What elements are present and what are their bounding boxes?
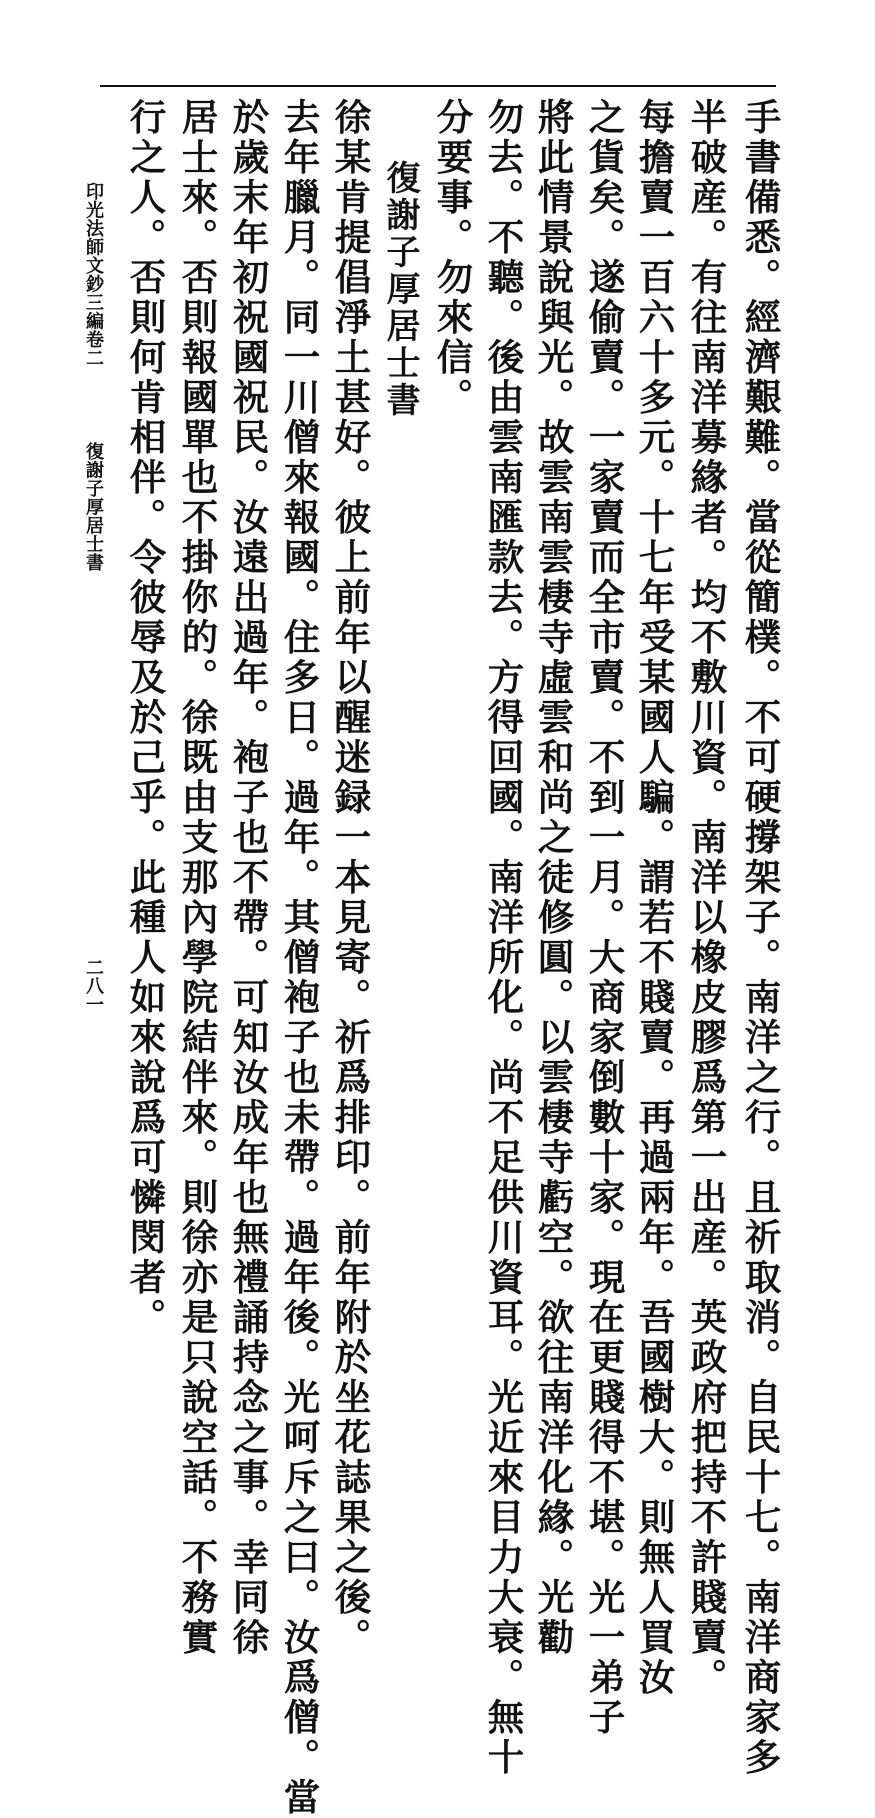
text-column-1: 手書備悉。經濟艱難。當從簡樸。不可硬撐架子。南洋之行。且祈取消。自民十七。南洋商家多 (739, 98, 782, 1778)
text-column-10: 於歲末年初祝國祝民。汝遠出過年。袍子也不帶。可知汝成年也無禮誦持念之事。幸同徐 (227, 98, 270, 1658)
page-number: 二八一 (83, 958, 104, 1014)
margin-book-title: 印光法師文鈔三編卷二 (83, 182, 104, 367)
text-column-3: 每擔賣一百六十多元。十七年受某國人騙。謂若不賤賣。再過兩年。吾國樹大。則無人買汝 (633, 98, 676, 1698)
text-column-6: 勿去。不聽。後由雲南匯款去。方得回國。南洋所化。尚不足供川資耳。光近來目力大衰。無十 (482, 98, 525, 1778)
margin-section-title: 復謝子厚居士書 (83, 442, 104, 572)
letter-title: 復謝子厚居士書 (380, 160, 420, 419)
page-frame-line (100, 85, 776, 87)
text-column-4: 之貨矣。遂偷賣。一家賣而全市賣。不到一月。大商家倒數十家。現在更賤得不堪。光一弟子 (583, 98, 626, 1738)
text-column-12: 行之人。否則何肯相伴。令彼辱及於己乎。此種人如來說爲可憐閔者。 (124, 98, 167, 1338)
text-column-11: 居士來。否則報國單也不掛你的。徐既由支那內學院結伴來。則徐亦是只說空話。不務實 (176, 98, 219, 1658)
text-column-2: 半破産。有往南洋募緣者。均不敷川資。南洋以橡皮膠爲第一出産。英政府把持不許賤賣。 (685, 98, 728, 1698)
text-column-9: 去年臘月。同一川僧來報國。住多日。過年。其僧袍子也未帶。過年後。光呵斥之曰。汝爲僧。當 (278, 98, 321, 1818)
text-column-8: 徐某肯提倡淨土甚好。彼上前年以醒迷録一本見寄。祈爲排印。前年附於坐花誌果之後。 (329, 98, 372, 1658)
text-column-5: 將此情景說與光。故雲南雲棲寺虛雲和尚之徒修圓。以雲棲寺虧空。欲往南洋化緣。光勸 (532, 98, 575, 1658)
text-column-7: 分要事。勿來信。 (431, 98, 474, 418)
